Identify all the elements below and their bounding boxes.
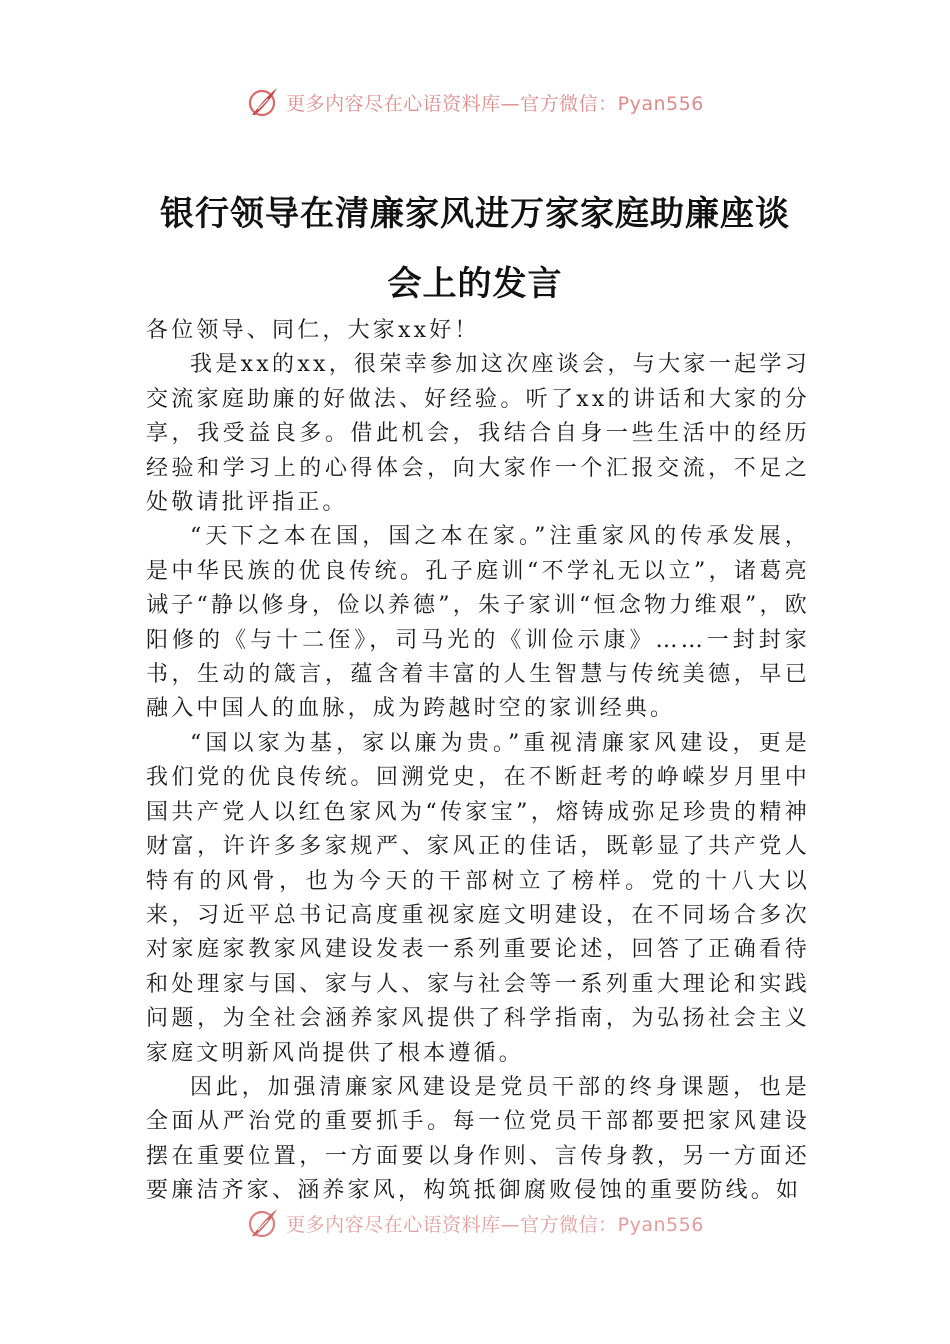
watermark-header xyxy=(0,82,950,122)
paragraph-2: “天下之本在国，国之本在家。”注重家风的传承发展，是中华民族的优良传统。孔子庭训“不学礼无以立”，诸葛亮诫子“静以修身，俭以养德”，朱子家训“恒念物力维艰”，欧阳修的《与十二侄》，司马光的《训俭示康》……一封封家书，生动的箴言，蕴含着丰富的人生智慧与传统美德，早已融入中国人的血脉，成为跨越时空的家训经典。 xyxy=(146,524,810,722)
paragraph-1: 我是xx的xx，很荣幸参加这次座谈会，与大家一起学习交流家庭助廉的好做法、好经验。听了xx的讲话和大家的分享，我受益良多。借此机会，我结合自身一些生活中的经历经验和学习上的心得体会，向大家作一个汇报交流，不足之处敬请批评指正。 xyxy=(146,352,810,516)
document-title-line-2: 会上的发言 xyxy=(387,264,563,304)
watermark-text: 更多内容尽在心语资料库—官方微信：Pyan556 xyxy=(286,1213,704,1236)
paragraph-3: “国以家为基，家以廉为贵。”重视清廉家风建设，更是我们党的优良传统。回溯党史，在不断赶考的峥嵘岁月里中国共产党人以红色家风为“传家宝”，熔铸成弥足珍贵的精神财富，许许多多家规严、家风正的佳话，既彰显了共产党人特有的风骨，也为今天的干部树立了榜样。党的十八大以来，习近平总书记高度重视家庭文明建设，在不同场合多次对家庭家教家风建设发表一系列重要论述，回答了正确看待和处理家与国、家与人、家与社会等一系列重大理论和实践问题，为全社会涵养家风提供了科学指南，为弘扬社会主义家庭文明新风尚提供了根本遵循。 xyxy=(146,730,810,1066)
greeting: 各位领导、同仁，大家xx好！ xyxy=(146,318,480,343)
quill-pen-logo-icon xyxy=(246,85,280,119)
document-body xyxy=(146,314,810,1209)
paragraph-4: 因此，加强清廉家风建设是党员干部的终身课题，也是全面从严治党的重要抓手。每一位党员干部都要把家风建设摆在重要位置，一方面要以身作则、言传身教，另一方面还要廉洁齐家、涵养家风，构筑抵御腐败侵蚀的重要防线。如 xyxy=(146,1074,810,1204)
watermark-text: 更多内容尽在心语资料库—官方微信：Pyan556 xyxy=(286,92,704,115)
watermark-footer xyxy=(0,1203,950,1243)
document-title-line-1: 银行领导在清廉家风进万家家庭助廉座谈 xyxy=(160,194,790,234)
quill-pen-logo-icon xyxy=(246,1206,280,1240)
